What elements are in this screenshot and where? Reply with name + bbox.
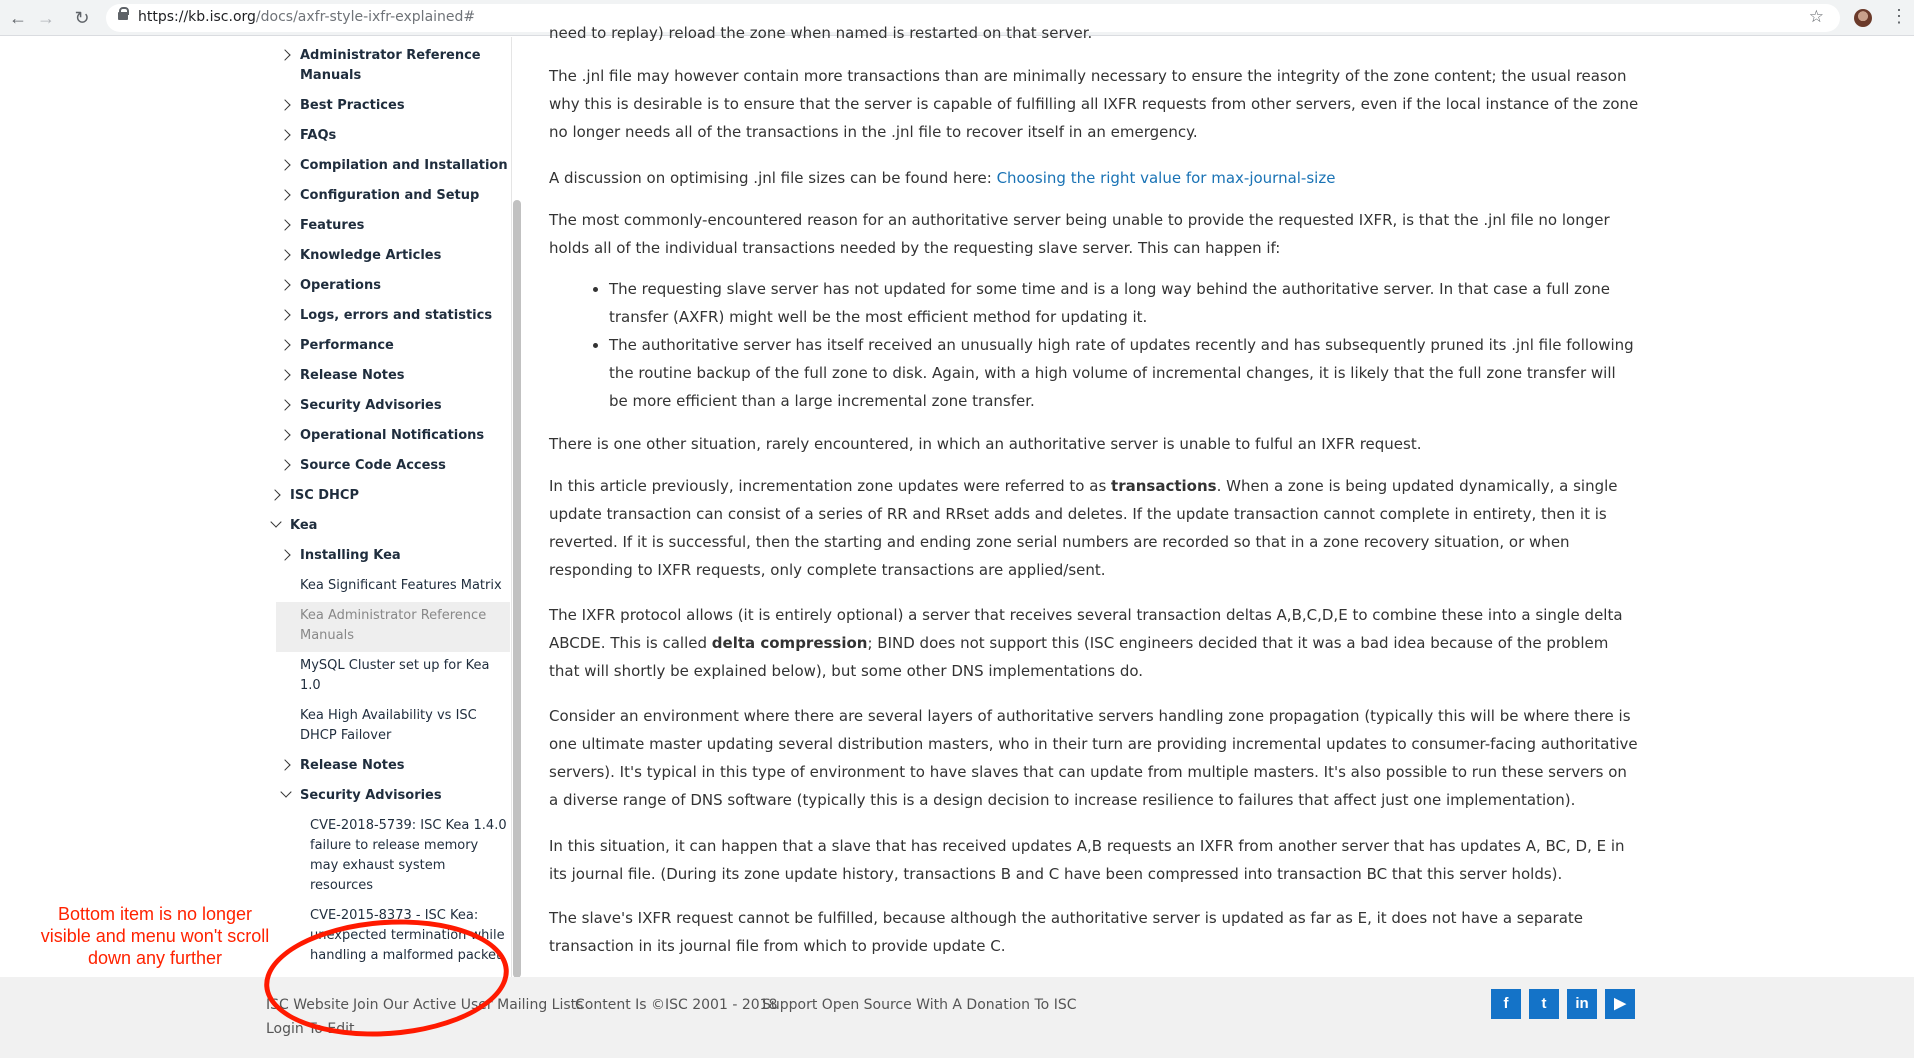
chevron-right-icon[interactable]	[279, 369, 290, 380]
sidebar-item-admin-reference[interactable]	[300, 46, 481, 86]
paragraph: The most commonly-encountered reason for an authoritative server being unable to provide the requested IXFR, is that the .jnl file no longer holds all of the individual transactions needed by the requesting slave server. This can happen if:	[549, 211, 1610, 257]
chevron-right-icon[interactable]	[269, 489, 280, 500]
sidebar-item-label: Manuals	[300, 68, 362, 83]
chevron-right-icon[interactable]	[279, 219, 290, 230]
sidebar-item-performance[interactable]: Performance	[300, 338, 394, 353]
sidebar-item-label: Kea High Availability vs ISC	[300, 708, 477, 723]
chevron-right-icon[interactable]	[279, 249, 290, 260]
chevron-down-icon[interactable]	[270, 516, 281, 527]
linkedin-icon[interactable]: in	[1567, 989, 1597, 1019]
sidebar-item-label: CVE-2015-8373 - ISC Kea:	[310, 908, 479, 923]
sidebar-item-label: Kea Administrator Reference	[300, 608, 487, 623]
paragraph-text: . When a zone is being updated dynamically, a single update transaction can consist of a series of RR and RRset adds and deletes. If the update transaction cannot complete in entirety, then it is reverted. If it is successful, then the starting and ending zone serial numbers are recorded so that in a zone recovery situation, or when responding to IXFR requests, only complete transactions are applied/sent.	[549, 477, 1618, 579]
facebook-icon[interactable]: f	[1491, 989, 1521, 1019]
sidebar-item-cve-2018-5739[interactable]	[310, 816, 507, 896]
list-item: • The authoritative server has itself received an unusually high rate of updates recently and has subsequently pruned its .jnl file following the routine backup of the full zone to disk. Again, with a high volume of incremental changes, it is likely that the full zone transfer will be more efficient than a large incremental zone transfer.	[609, 331, 1639, 415]
url-text	[138, 9, 475, 25]
sidebar-item-configuration[interactable]: Configuration and Setup	[300, 188, 480, 203]
sidebar-item-kea-release-notes[interactable]: Release Notes	[300, 758, 405, 773]
sidebar-item-logs[interactable]: Logs, errors and statistics	[300, 308, 493, 323]
footer-link-donation[interactable]: Support Open Source With A Donation To ISC	[762, 997, 1077, 1013]
bold-term: delta compression	[711, 634, 868, 652]
paragraph: The .jnl file may however contain more transactions than are minimally necessary to ensure the integrity of the zone content; the usual reason why this is desirable is to ensure that the server is capable of fulfilling all IXFR requests from other servers, even if the local instance of the zone no longer needs all of the transactions in the .jnl file to recover itself in an emergency.	[549, 67, 1639, 141]
paragraph-text: ; BIND does not support this (ISC engineers decided that it was a bad idea because of the problem that will shortly be explained below), but some other DNS implementations do.	[549, 634, 1609, 680]
chevron-down-icon[interactable]	[280, 786, 291, 797]
sidebar-item-mysql-cluster[interactable]	[300, 656, 490, 696]
bookmark-star-icon[interactable]: ☆	[1808, 7, 1824, 26]
chevron-right-icon[interactable]	[279, 159, 290, 170]
sidebar-item-installing-kea[interactable]: Installing Kea	[300, 548, 401, 563]
sidebar-item-label: CVE-2018-5739: ISC Kea 1.4.0	[310, 818, 507, 833]
chevron-right-icon[interactable]	[279, 189, 290, 200]
chevron-right-icon[interactable]	[279, 129, 290, 140]
sidebar-item-label: MySQL Cluster set up for Kea	[300, 658, 490, 673]
chevron-right-icon[interactable]	[279, 309, 290, 320]
chevron-right-icon[interactable]	[279, 339, 290, 350]
sidebar-item-kea-ha[interactable]	[300, 706, 477, 746]
sidebar-scrollbar[interactable]	[513, 200, 521, 978]
sidebar-item-operational-notifications[interactable]: Operational Notifications	[300, 428, 485, 443]
footer-copyright: Content Is ©ISC 2001 - 2018	[575, 997, 778, 1013]
footer-link-mailing-lists[interactable]: Join Our Active User Mailing Lists	[353, 997, 584, 1013]
lock-icon	[118, 12, 128, 20]
sidebar-item-security-advisories[interactable]: Security Advisories	[300, 398, 442, 413]
list-item: • The requesting slave server has not updated for some time and is a long way behind the authoritative server. In that case a full zone transfer (AXFR) might well be the most efficient method for updating it.	[609, 275, 1639, 331]
sidebar-item-label: 1.0	[300, 678, 321, 693]
sidebar-item-knowledge-articles[interactable]: Knowledge Articles	[300, 248, 442, 263]
sidebar-item-label: Manuals	[300, 628, 355, 643]
sidebar-item-label: failure to release memory	[310, 838, 479, 853]
youtube-icon[interactable]: ▶	[1605, 989, 1635, 1019]
sidebar-item-compilation[interactable]: Compilation and Installation	[300, 158, 508, 173]
chevron-right-icon[interactable]	[279, 549, 290, 560]
chevron-right-icon[interactable]	[279, 399, 290, 410]
sidebar-item-best-practices[interactable]: Best Practices	[300, 98, 405, 113]
annotation-note: Bottom item is no longer visible and menu won't scroll down any further	[40, 904, 270, 968]
back-arrow-icon[interactable]: ←	[9, 8, 27, 28]
max-journal-size-link[interactable]: Choosing the right value for max-journal-size	[996, 169, 1336, 187]
paragraph	[549, 472, 1639, 584]
sidebar-item-label: handling a malformed packet	[310, 948, 502, 963]
paragraph: The slave's IXFR request cannot be fulfilled, because although the authoritative server is updated as far as E, it does not have a separate transaction in its journal file from which to provide update C.	[549, 909, 1584, 955]
sidebar-nav	[0, 37, 522, 977]
sidebar-item-kea-security-advisories[interactable]: Security Advisories	[300, 788, 442, 803]
paragraph: In this situation, it can happen that a slave that has received updates A,B requests an IXFR from another server that has updates A, BC, D, E in its journal file. (During its zone update history, transactions B and C have been compressed into transaction BC that this server holds).	[549, 837, 1625, 883]
chevron-right-icon[interactable]	[279, 429, 290, 440]
profile-avatar[interactable]	[1854, 9, 1872, 27]
chevron-right-icon[interactable]	[279, 759, 290, 770]
paragraph: There is one other situation, rarely encountered, in which an authoritative server is unable to fulful an IXFR request.	[549, 435, 1422, 453]
sidebar-item-source-code[interactable]: Source Code Access	[300, 458, 446, 473]
sidebar-item-label: resources	[310, 878, 374, 893]
sidebar-item-kea-features-matrix[interactable]: Kea Significant Features Matrix	[300, 578, 502, 593]
bold-term: transactions	[1111, 477, 1217, 495]
paragraph-text: In this article previously, incrementation zone updates were referred to as	[549, 477, 1112, 495]
chevron-right-icon[interactable]	[279, 49, 290, 60]
article-body	[549, 24, 1639, 977]
paragraph: need to replay) reload the zone when named is restarted on that server.	[549, 24, 1093, 42]
url-host: https://kb.isc.org	[138, 9, 256, 25]
url-path: /docs/axfr-style-ixfr-explained#	[255, 9, 476, 25]
reload-icon[interactable]: ↻	[74, 8, 90, 28]
sidebar-item-isc-dhcp[interactable]: ISC DHCP	[290, 488, 360, 503]
bullet-list	[549, 275, 1639, 415]
sidebar-item-features[interactable]: Features	[300, 218, 365, 233]
sidebar-item-label: DHCP Failover	[300, 728, 392, 743]
sidebar-item-label: may exhaust system	[310, 858, 446, 873]
forward-arrow-icon[interactable]: →	[37, 8, 55, 28]
twitter-icon[interactable]: t	[1529, 989, 1559, 1019]
footer-login-link[interactable]: Login To Edit	[266, 1021, 355, 1037]
sidebar-item-kea-admin-reference[interactable]	[300, 606, 486, 646]
footer-link-isc-website[interactable]: ISC Website	[266, 997, 350, 1013]
sidebar-item-label: Administrator Reference	[300, 48, 481, 63]
paragraph	[549, 164, 1639, 192]
paragraph	[549, 601, 1639, 685]
paragraph: Consider an environment where there are several layers of authoritative servers handling zone propagation (typically this will be where there is one ultimate master updating several distribution masters, who in their turn are providing incremental updates to consumer-facing authoritative servers). It's typical in this type of environment to have slaves that can update from multiple masters. It's also possible to run these servers on a diverse range of DNS software (typically this is a design decision to increase resilience to failures that affect just one implementation).	[549, 707, 1638, 809]
sidebar-item-kea[interactable]: Kea	[290, 518, 318, 533]
sidebar-divider	[511, 37, 512, 977]
paragraph-text: The IXFR protocol allows (it is entirely optional) a server that receives several transaction deltas A,B,C,D,E to combine these into a single delta ABCDE. This is called	[549, 606, 1623, 652]
chevron-right-icon[interactable]	[279, 279, 290, 290]
paragraph-text: A discussion on optimising .jnl file sizes can be found here:	[549, 169, 997, 187]
sidebar-item-operations[interactable]: Operations	[300, 278, 381, 293]
menu-kebab-icon[interactable]: ⋮	[1890, 6, 1908, 26]
sidebar-item-faqs[interactable]: FAQs	[300, 128, 337, 143]
chevron-right-icon[interactable]	[279, 459, 290, 470]
sidebar-item-release-notes[interactable]: Release Notes	[300, 368, 405, 383]
sidebar-item-label: unexpected termination while	[310, 928, 505, 943]
chevron-right-icon[interactable]	[279, 99, 290, 110]
